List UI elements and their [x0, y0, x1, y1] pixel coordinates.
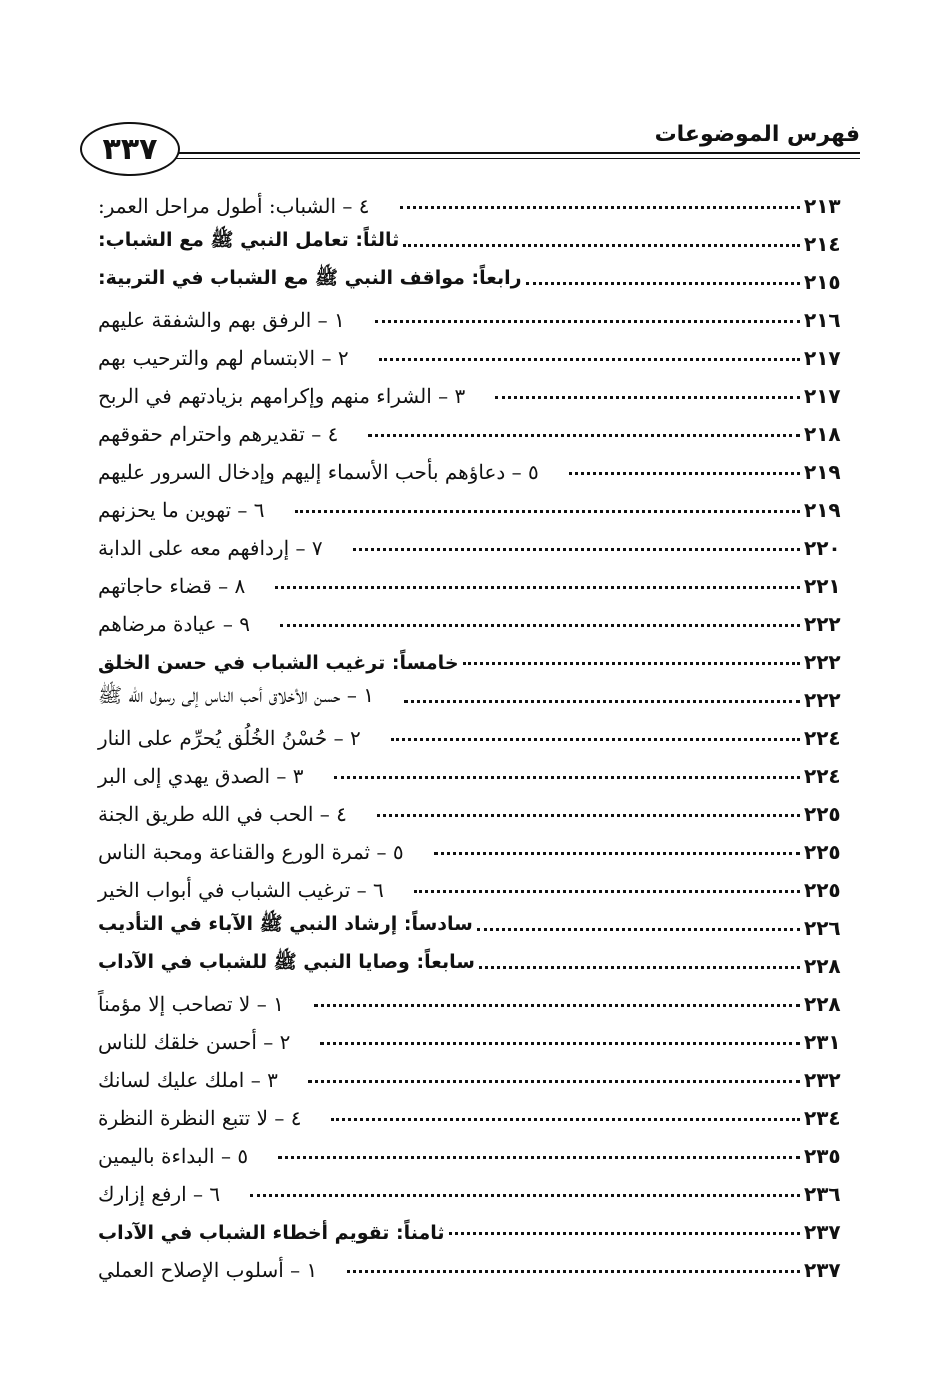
dot-leader [320, 1042, 800, 1045]
toc-page-number: ٢٢٤ [804, 726, 841, 750]
toc-page-number: ٢٣٤ [804, 1106, 841, 1130]
toc-entry-title: ٥ – دعاؤهم بأحب الأسماء إليهم وإدخال السرور عليهم [98, 460, 539, 484]
toc-entry-title: ٢ – حُسْنُ الخُلُق يُحرِّم على النار [98, 726, 361, 750]
toc-entry-title: ١ – أسلوب الإصلاح العملي [98, 1258, 318, 1282]
toc-entry [92, 1092, 856, 1130]
toc-entry-title: ٢ – أحسن خلقك للناس [98, 1030, 291, 1054]
toc-section-heading [92, 902, 856, 940]
toc-entry-title: ١ – لا تصاحب إلا مؤمناً [98, 992, 284, 1016]
dot-leader [449, 1232, 800, 1235]
toc-entry-title: ثامناً: تقويم أخطاء الشباب في الآداب [98, 1222, 445, 1244]
toc-entry-title: ٤ – تقديرهم واحترام حقوقهم [98, 422, 339, 446]
toc-entry-title: ٣ – الصدق يهدي إلى البر [98, 764, 304, 788]
toc-section-heading [92, 218, 856, 256]
toc-entry-title: ٧ – إردافهم معه على الدابة [98, 536, 323, 560]
toc-entry-title: ١ – حسن الأخلاق أحب الناس إلى رسول الله ﷺ [98, 683, 374, 707]
toc-page-number: ٢٢٥ [804, 878, 841, 902]
toc-entry [92, 180, 856, 218]
dot-leader [404, 700, 800, 703]
dot-leader [377, 814, 800, 817]
toc-page-number: ٢١٩ [804, 460, 841, 484]
header-title: فهرس الموضوعات [654, 122, 860, 147]
toc-entry-title: ٣ – املك عليك لسانك [98, 1068, 278, 1092]
toc-entry-title: ٤ – لا تتبع النظرة النظرة [98, 1106, 302, 1130]
toc-page-number: ٢٢٢ [804, 688, 841, 712]
toc-page-number: ٢٢٥ [804, 802, 841, 826]
toc-page-number: ٢١٤ [804, 232, 841, 256]
toc-entry-title: ١ – الرفق بهم والشفقة عليهم [98, 308, 345, 332]
toc-entry [92, 560, 856, 598]
toc-page-number: ٢١٥ [804, 270, 841, 294]
dot-leader [353, 548, 800, 551]
toc-entry [92, 598, 856, 636]
toc-page-number: ٢٢١ [804, 574, 841, 598]
toc-entry [92, 788, 856, 826]
toc-page-number: ٢٢٤ [804, 764, 841, 788]
dot-leader [280, 624, 800, 627]
toc-entry-title: ٥ – ثمرة الورع والقناعة ومحبة الناس [98, 840, 404, 864]
toc-page-number: ٢٢٥ [804, 840, 841, 864]
toc-entry-title: خامساً: ترغيب الشباب في حسن الخلق [98, 652, 459, 674]
toc-section-heading [92, 1206, 856, 1244]
toc-entry [92, 750, 856, 788]
dot-leader [477, 928, 800, 931]
toc-entry-title: ٥ – البداءة باليمين [98, 1144, 249, 1168]
toc-entry-title: سادساً: إرشاد النبي ﷺ الآباء في التأديب [98, 913, 473, 935]
dot-leader [526, 282, 800, 285]
toc-page-number: ٢٣١ [804, 1030, 841, 1054]
header-rule [172, 152, 860, 154]
dot-leader [403, 244, 800, 247]
dot-leader [434, 852, 800, 855]
dot-leader [391, 738, 800, 741]
toc-page-number: ٢٣٢ [804, 1068, 841, 1092]
dot-leader [495, 396, 800, 399]
toc-entry [92, 294, 856, 332]
toc-page-number: ٢٣٥ [804, 1144, 841, 1168]
toc-entry-title: ٤ – الشباب: أطول مراحل العمر: [98, 194, 370, 218]
dot-leader [379, 358, 800, 361]
toc-page-number: ٢١٦ [804, 308, 841, 332]
dot-leader [314, 1004, 800, 1007]
toc-page-number: ٢٣٧ [804, 1258, 841, 1282]
dot-leader [479, 966, 800, 969]
toc-page-number: ٢٢٢ [804, 612, 841, 636]
toc-entry [92, 978, 856, 1016]
toc-page-number: ٢٣٧ [804, 1220, 841, 1244]
toc-section-heading [92, 940, 856, 978]
toc-entry-title: ٨ – قضاء حاجاتهم [98, 574, 246, 598]
toc-entry [92, 826, 856, 864]
toc-entry [92, 674, 856, 712]
toc-page-number: ٢٢٨ [804, 954, 841, 978]
dot-leader [400, 206, 800, 209]
toc-entry-title: ٩ – عيادة مرضاهم [98, 612, 250, 636]
toc-entry-title: ٢ – الابتسام لهم والترحيب بهم [98, 346, 349, 370]
toc-entry [92, 864, 856, 902]
toc-page-number: ٢٣٦ [804, 1182, 841, 1206]
dot-leader [275, 586, 800, 589]
toc-page-number: ٢١٧ [804, 346, 841, 370]
toc-entry [92, 1244, 856, 1282]
toc-page-number: ٢١٣ [804, 194, 841, 218]
toc-entry-title: ثالثاً: تعامل النبي ﷺ مع الشباب: [98, 229, 400, 251]
toc-entry-title: سابعاً: وصايا النبي ﷺ للشباب في الآداب [98, 951, 475, 973]
dot-leader [414, 890, 800, 893]
toc-entry-title: ٣ – الشراء منهم وإكرامهم بزيادتهم في الربح [98, 384, 466, 408]
toc-entry [92, 1016, 856, 1054]
toc-entry-title: ٦ – ترغيب الشباب في أبواب الخير [98, 878, 384, 902]
toc-entry-title: ٦ – تهوين ما يحزنهم [98, 498, 265, 522]
toc-section-heading [92, 256, 856, 294]
toc-entry [92, 1130, 856, 1168]
toc-entry-title: رابعاً: مواقف النبي ﷺ مع الشباب في التربية: [98, 267, 522, 289]
dot-leader [250, 1194, 800, 1197]
dot-leader [331, 1118, 800, 1121]
toc-page-number: ٢٢٦ [804, 916, 841, 940]
toc-page-number: ٢٢٠ [804, 536, 841, 560]
dot-leader [463, 662, 800, 665]
toc-section-heading [92, 636, 856, 674]
toc-entry [92, 408, 856, 446]
toc-page-number: ٢١٧ [804, 384, 841, 408]
dot-leader [334, 776, 800, 779]
toc-entry [92, 484, 856, 522]
dot-leader [308, 1080, 800, 1083]
toc-entry-title: ٦ – ارفع إزارك [98, 1182, 221, 1206]
dot-leader [295, 510, 800, 513]
table-of-contents [92, 180, 856, 1282]
toc-entry [92, 522, 856, 560]
dot-leader [569, 472, 800, 475]
dot-leader [278, 1156, 800, 1159]
dot-leader [347, 1270, 800, 1273]
toc-entry [92, 332, 856, 370]
toc-entry [92, 370, 856, 408]
dot-leader [368, 434, 800, 437]
header-rule-thin [172, 158, 860, 159]
toc-entry [92, 1168, 856, 1206]
toc-page-number: ٢٢٨ [804, 992, 841, 1016]
page-number: ٣٣٧ [102, 131, 158, 167]
toc-page-number: ٢٢٢ [804, 650, 841, 674]
toc-entry [92, 712, 856, 750]
toc-page-number: ٢١٩ [804, 498, 841, 522]
toc-entry-title: ٤ – الحب في الله طريق الجنة [98, 802, 347, 826]
toc-entry [92, 1054, 856, 1092]
page-number-badge [80, 122, 180, 176]
dot-leader [375, 320, 800, 323]
running-header [76, 118, 860, 184]
toc-entry [92, 446, 856, 484]
toc-page-number: ٢١٨ [804, 422, 841, 446]
